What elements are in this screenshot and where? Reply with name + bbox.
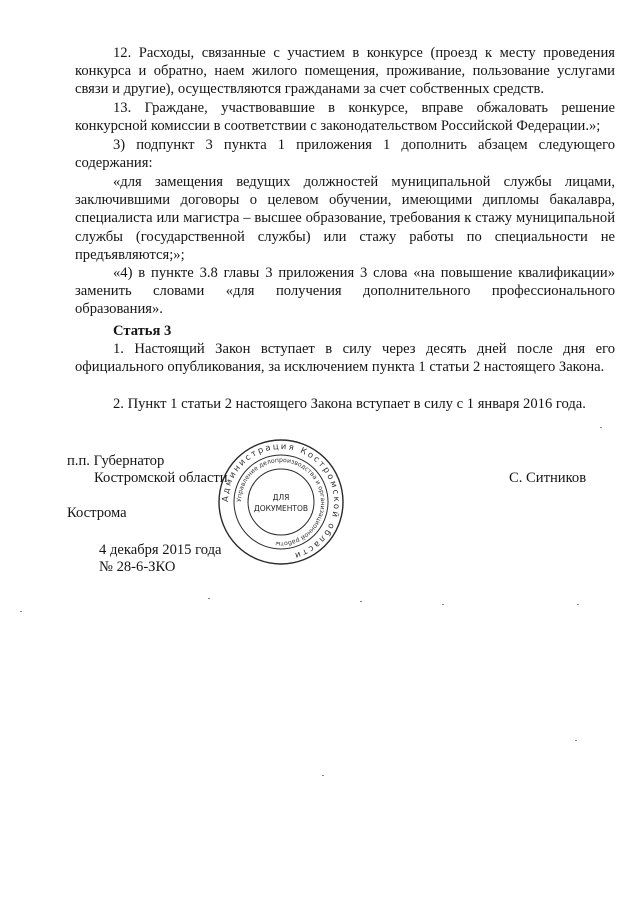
- svg-text:Управление делопроизводства и: Управление делопроизводства и организационной работы: [235, 456, 327, 548]
- svg-text:ДОКУМЕНТОВ: ДОКУМЕНТОВ: [253, 504, 309, 513]
- scan-speck: [360, 601, 362, 602]
- official-stamp: [216, 437, 346, 567]
- article-3-item-2: 2. Пункт 1 статьи 2 настоящего Закона вступает в силу с 1 января 2016 года.: [113, 396, 586, 412]
- scan-speck: [575, 740, 577, 741]
- scan-speck: [322, 775, 324, 776]
- paragraph-subpoint-4: «4) в пункте 3.8 главы 3 приложения 3 слова «на повышение квалификации» заменить словами «для получения дополнительного профессионального образования».: [75, 265, 615, 318]
- scan-speck: [208, 598, 210, 599]
- paragraph-quote: «для замещения ведущих должностей муниципальной службы лицами, заключившими договоры о целевом обучении, имеющими дипломы бакалавра, специалиста или магистра – высшее образование, требования к стажу муниципальной службы (государственной службы) или стажу работы по специальности не предъявляются;»;: [75, 174, 615, 263]
- signature-name: С. Ситников: [509, 470, 587, 486]
- scan-speck: [442, 604, 444, 605]
- signature-region: Костромской области: [94, 470, 228, 486]
- scan-speck: [577, 604, 579, 605]
- svg-text:Администрация Костромской обла: Администрация Костромской области: [220, 441, 342, 561]
- article-3-item-1: 1. Настоящий Закон вступает в силу через десять дней после дня его официального опубликования, за исключением пункта 1 статьи 2 настоящего Закона.: [75, 341, 615, 376]
- scan-speck: [600, 427, 602, 428]
- paragraph-12: 12. Расходы, связанные с участием в конкурсе (проезд к месту проведения конкурса и обратно, наем жилого помещения, проживание, пользование услугами связи и другие), осуществляются гражданами за счет собственных средств.: [75, 45, 615, 98]
- signature-date: 4 декабря 2015 года: [99, 542, 222, 558]
- signature-city: Кострома: [67, 505, 127, 521]
- paragraph-13: 13. Граждане, участвовавшие в конкурсе, вправе обжаловать решение конкурсной комиссии в соответствии с законодательством Российской Федерации.»;: [75, 100, 615, 135]
- svg-text:ДЛЯ: ДЛЯ: [272, 493, 290, 502]
- document-number: № 28-6-ЗКО: [99, 559, 176, 575]
- paragraph-subpoint-3: 3) подпункт 3 пункта 1 приложения 1 дополнить абзацем следующего содержания:: [75, 137, 615, 172]
- signature-title: п.п. Губернатор: [67, 453, 165, 469]
- scan-speck: [20, 611, 22, 612]
- article-3-heading: Статья 3: [113, 323, 172, 339]
